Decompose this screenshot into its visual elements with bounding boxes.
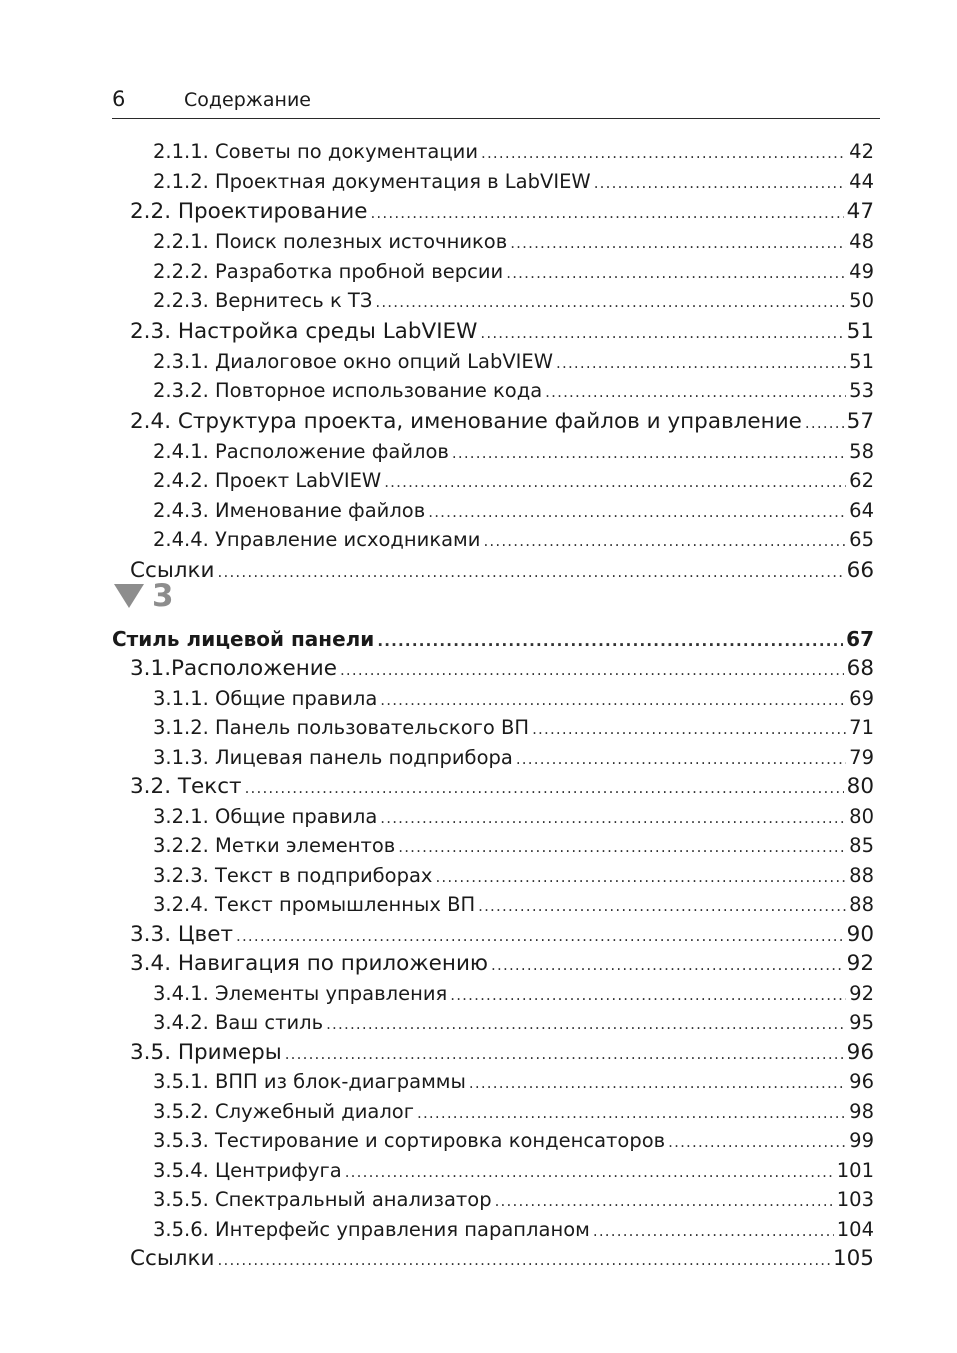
toc-entry-title: 3.1.2. Панель пользовательского ВП [153, 716, 530, 739]
toc-entry[interactable] [112, 287, 874, 317]
toc-entry-page: 88 [849, 893, 874, 916]
toc-entry-page: 96 [846, 1039, 874, 1065]
toc-entry-page: 85 [849, 834, 874, 857]
toc-entry[interactable] [112, 348, 874, 378]
toc-section-chapter3 [112, 625, 874, 1275]
dot-leader [218, 1246, 830, 1275]
toc-entry[interactable] [112, 1216, 874, 1246]
toc-entry[interactable] [112, 407, 874, 438]
dot-leader [345, 1159, 834, 1187]
dot-leader [417, 1100, 846, 1128]
toc-entry-title: 3.2.2. Метки элементов [153, 834, 396, 857]
triangle-down-icon [114, 584, 144, 608]
toc-entry[interactable] [112, 467, 874, 497]
toc-entry-page: 95 [849, 1011, 874, 1034]
toc-entry-title: 3.5.6. Интерфейс управления парапланом [153, 1217, 590, 1241]
toc-entry[interactable] [112, 1009, 874, 1039]
toc-entry-page: 65 [849, 528, 874, 551]
toc-entry-title: 2.2. Проектирование [130, 199, 368, 224]
toc-entry-title: 3.5.5. Спектральный анализатор [153, 1188, 492, 1211]
toc-entry[interactable] [112, 526, 874, 556]
toc-entry[interactable] [112, 197, 874, 228]
toc-entry-title: 3.1.3. Лицевая панель подприбора [153, 745, 513, 769]
toc-entry-page: 103 [836, 1188, 874, 1211]
dot-leader [668, 1129, 846, 1157]
dot-leader [380, 687, 846, 715]
dot-leader [545, 379, 846, 407]
toc-entry-page: 62 [849, 469, 874, 492]
toc-entry-page: 99 [849, 1129, 874, 1152]
dot-leader [478, 893, 846, 921]
toc-entry-page: 92 [846, 951, 874, 976]
toc-entry[interactable] [112, 744, 874, 774]
toc-entry-title: 3.2.1. Общие правила [153, 804, 378, 828]
dot-leader [469, 1070, 846, 1098]
dot-leader [594, 170, 846, 198]
toc-entry-page: 48 [849, 230, 874, 253]
dot-leader [384, 469, 846, 497]
dot-leader [452, 440, 846, 468]
toc-entry[interactable] [112, 317, 874, 348]
toc-entry-page: 101 [836, 1158, 874, 1182]
toc-entry-page: 98 [849, 1099, 874, 1123]
toc-entry-page: 80 [849, 804, 874, 828]
dot-leader [450, 982, 846, 1010]
toc-entry-title: 2.1.2. Проектная документация в LabVIEW [153, 169, 591, 193]
toc-entry[interactable] [112, 862, 874, 892]
toc-entry[interactable] [112, 921, 874, 951]
toc-entry-title: 3.4. Навигация по приложению [130, 951, 489, 976]
dot-leader [805, 409, 844, 438]
toc-entry[interactable] [112, 1186, 874, 1216]
dot-leader [435, 864, 846, 892]
toc-entry-title: 3.1.Расположение [130, 656, 337, 681]
toc-entry[interactable] [112, 1127, 874, 1157]
toc-entry[interactable] [112, 1098, 874, 1128]
dot-leader [480, 319, 843, 348]
toc-entry-title: 3.5.3. Тестирование и сортировка конденсаторов [153, 1129, 666, 1152]
toc-entry-page: 96 [849, 1070, 874, 1093]
toc-entry[interactable] [112, 891, 874, 921]
toc-entry[interactable] [112, 138, 874, 168]
toc-entry-page: 64 [849, 498, 874, 522]
toc-entry[interactable] [112, 1157, 874, 1187]
toc-entry[interactable] [112, 980, 874, 1010]
dot-leader [370, 199, 843, 228]
toc-entry[interactable] [112, 655, 874, 685]
dot-leader [340, 656, 844, 685]
dot-leader [236, 922, 844, 951]
toc-entry-page: 71 [849, 716, 874, 739]
toc-entry-title: 3.2. Текст [130, 774, 242, 799]
dot-leader [506, 260, 846, 288]
dot-leader [481, 140, 846, 168]
chapter-heading [114, 578, 174, 614]
toc-entry-page: 88 [849, 863, 874, 887]
dot-leader [285, 1040, 844, 1069]
toc-entry-page: 51 [846, 318, 874, 344]
toc-entry-page: 69 [849, 686, 874, 710]
toc-entry[interactable] [112, 497, 874, 527]
dot-leader [495, 1188, 834, 1216]
toc-entry-title: 3.4.1. Элементы управления [153, 981, 448, 1005]
dot-leader [428, 499, 846, 527]
toc-entry[interactable] [112, 832, 874, 862]
toc-entry-title: 3.2.4. Текст промышленных ВП [153, 893, 476, 916]
toc-entry-title: 2.3. Настройка среды LabVIEW [130, 318, 478, 344]
toc-entry-title: 3.5.1. ВПП из блок-диаграммы [153, 1070, 466, 1093]
toc-entry-page: 44 [849, 169, 874, 193]
dot-leader [398, 834, 846, 862]
toc-entry[interactable] [112, 1039, 874, 1069]
toc-entry[interactable] [112, 1068, 874, 1098]
toc-entry-title: 2.4.4. Управление исходниками [153, 528, 481, 551]
toc-entry-page: 51 [849, 349, 874, 373]
toc-entry-title: Стиль лицевой панели [112, 627, 375, 651]
toc-entry-title: 2.3.1. Диалоговое окно опций LabVIEW [153, 349, 554, 373]
toc-entry-page: 57 [846, 408, 874, 434]
toc-entry-page: 104 [836, 1217, 874, 1241]
toc-entry-page: 67 [846, 627, 874, 651]
page-header [112, 84, 880, 119]
toc-entry-title: 3.5. Примеры [130, 1039, 282, 1065]
toc-entry-page: 68 [846, 656, 874, 681]
toc-entry-title: 2.2.3. Вернитесь к ТЗ [153, 289, 373, 312]
toc-entry-title: 2.4. Структура проекта, именование файлов и управление [130, 408, 802, 434]
toc-entry-page: 66 [846, 557, 874, 583]
toc-entry-title: 3.5.4. Центрифуга [153, 1158, 342, 1182]
toc-entry[interactable] [112, 714, 874, 744]
toc-entry-title: 2.2.1. Поиск полезных источников [153, 230, 508, 253]
dot-leader [491, 951, 844, 980]
dot-leader [245, 774, 844, 803]
toc-section-chapter2 [112, 138, 874, 587]
dot-leader [532, 716, 846, 744]
toc-entry[interactable] [112, 1245, 874, 1275]
toc-entry-title: 2.2.2. Разработка пробной версии [153, 259, 504, 283]
toc-entry[interactable] [112, 377, 874, 407]
toc-entry-title: 3.5.2. Служебный диалог [153, 1099, 414, 1123]
toc-entry-title: 2.4.1. Расположение файлов [153, 439, 449, 463]
toc-entry-page: 79 [849, 745, 874, 769]
dot-leader [326, 1011, 846, 1039]
toc-entry-title: 2.4.3. Именование файлов [153, 498, 426, 522]
toc-entry[interactable] [112, 258, 874, 288]
toc-entry-title: 3.4.2. Ваш стиль [153, 1011, 324, 1034]
dot-leader [593, 1218, 834, 1246]
dot-leader [510, 230, 846, 258]
toc-entry[interactable] [112, 773, 874, 803]
toc-entry-title: 3.2.3. Текст в подприборах [153, 863, 433, 887]
toc-entry[interactable] [112, 685, 874, 715]
toc-entry-page: 53 [849, 379, 874, 402]
dot-leader [380, 805, 846, 833]
toc-entry-title: 2.4.2. Проект LabVIEW [153, 469, 382, 492]
toc-entry-page: 92 [849, 981, 874, 1005]
page-number: 6 [112, 87, 126, 111]
toc-entry-title: Ссылки [130, 1246, 215, 1271]
toc-entry-page: 42 [849, 140, 874, 163]
toc-entry[interactable] [112, 556, 874, 587]
dot-leader [516, 746, 846, 774]
dot-leader [377, 627, 843, 655]
toc-entry-page: 47 [846, 199, 874, 224]
toc-entry[interactable] [112, 625, 874, 655]
toc-entry-page: 58 [849, 439, 874, 463]
toc-entry-title: 3.3. Цвет [130, 921, 233, 947]
toc-entry-page: 49 [849, 259, 874, 283]
dot-leader [483, 528, 846, 556]
toc-entry[interactable] [112, 438, 874, 468]
toc-entry-page: 80 [846, 774, 874, 799]
chapter-number: 3 [152, 578, 174, 614]
dot-leader [218, 558, 844, 587]
toc-entry-page: 105 [832, 1246, 874, 1271]
toc-entry-page: 90 [846, 921, 874, 947]
running-title: Содержание [184, 89, 311, 111]
toc-entry-title: 2.1.1. Советы по документации [153, 140, 478, 163]
toc-entry[interactable] [112, 168, 874, 198]
dot-leader [556, 350, 846, 378]
toc-entry[interactable] [112, 950, 874, 980]
toc-entry-title: 2.3.2. Повторное использование кода [153, 379, 543, 402]
dot-leader [375, 289, 846, 317]
toc-entry-page: 50 [849, 289, 874, 312]
toc-entry-title: Ссылки [130, 557, 215, 583]
toc-entry[interactable] [112, 228, 874, 258]
toc-entry[interactable] [112, 803, 874, 833]
toc-entry-title: 3.1.1. Общие правила [153, 686, 378, 710]
